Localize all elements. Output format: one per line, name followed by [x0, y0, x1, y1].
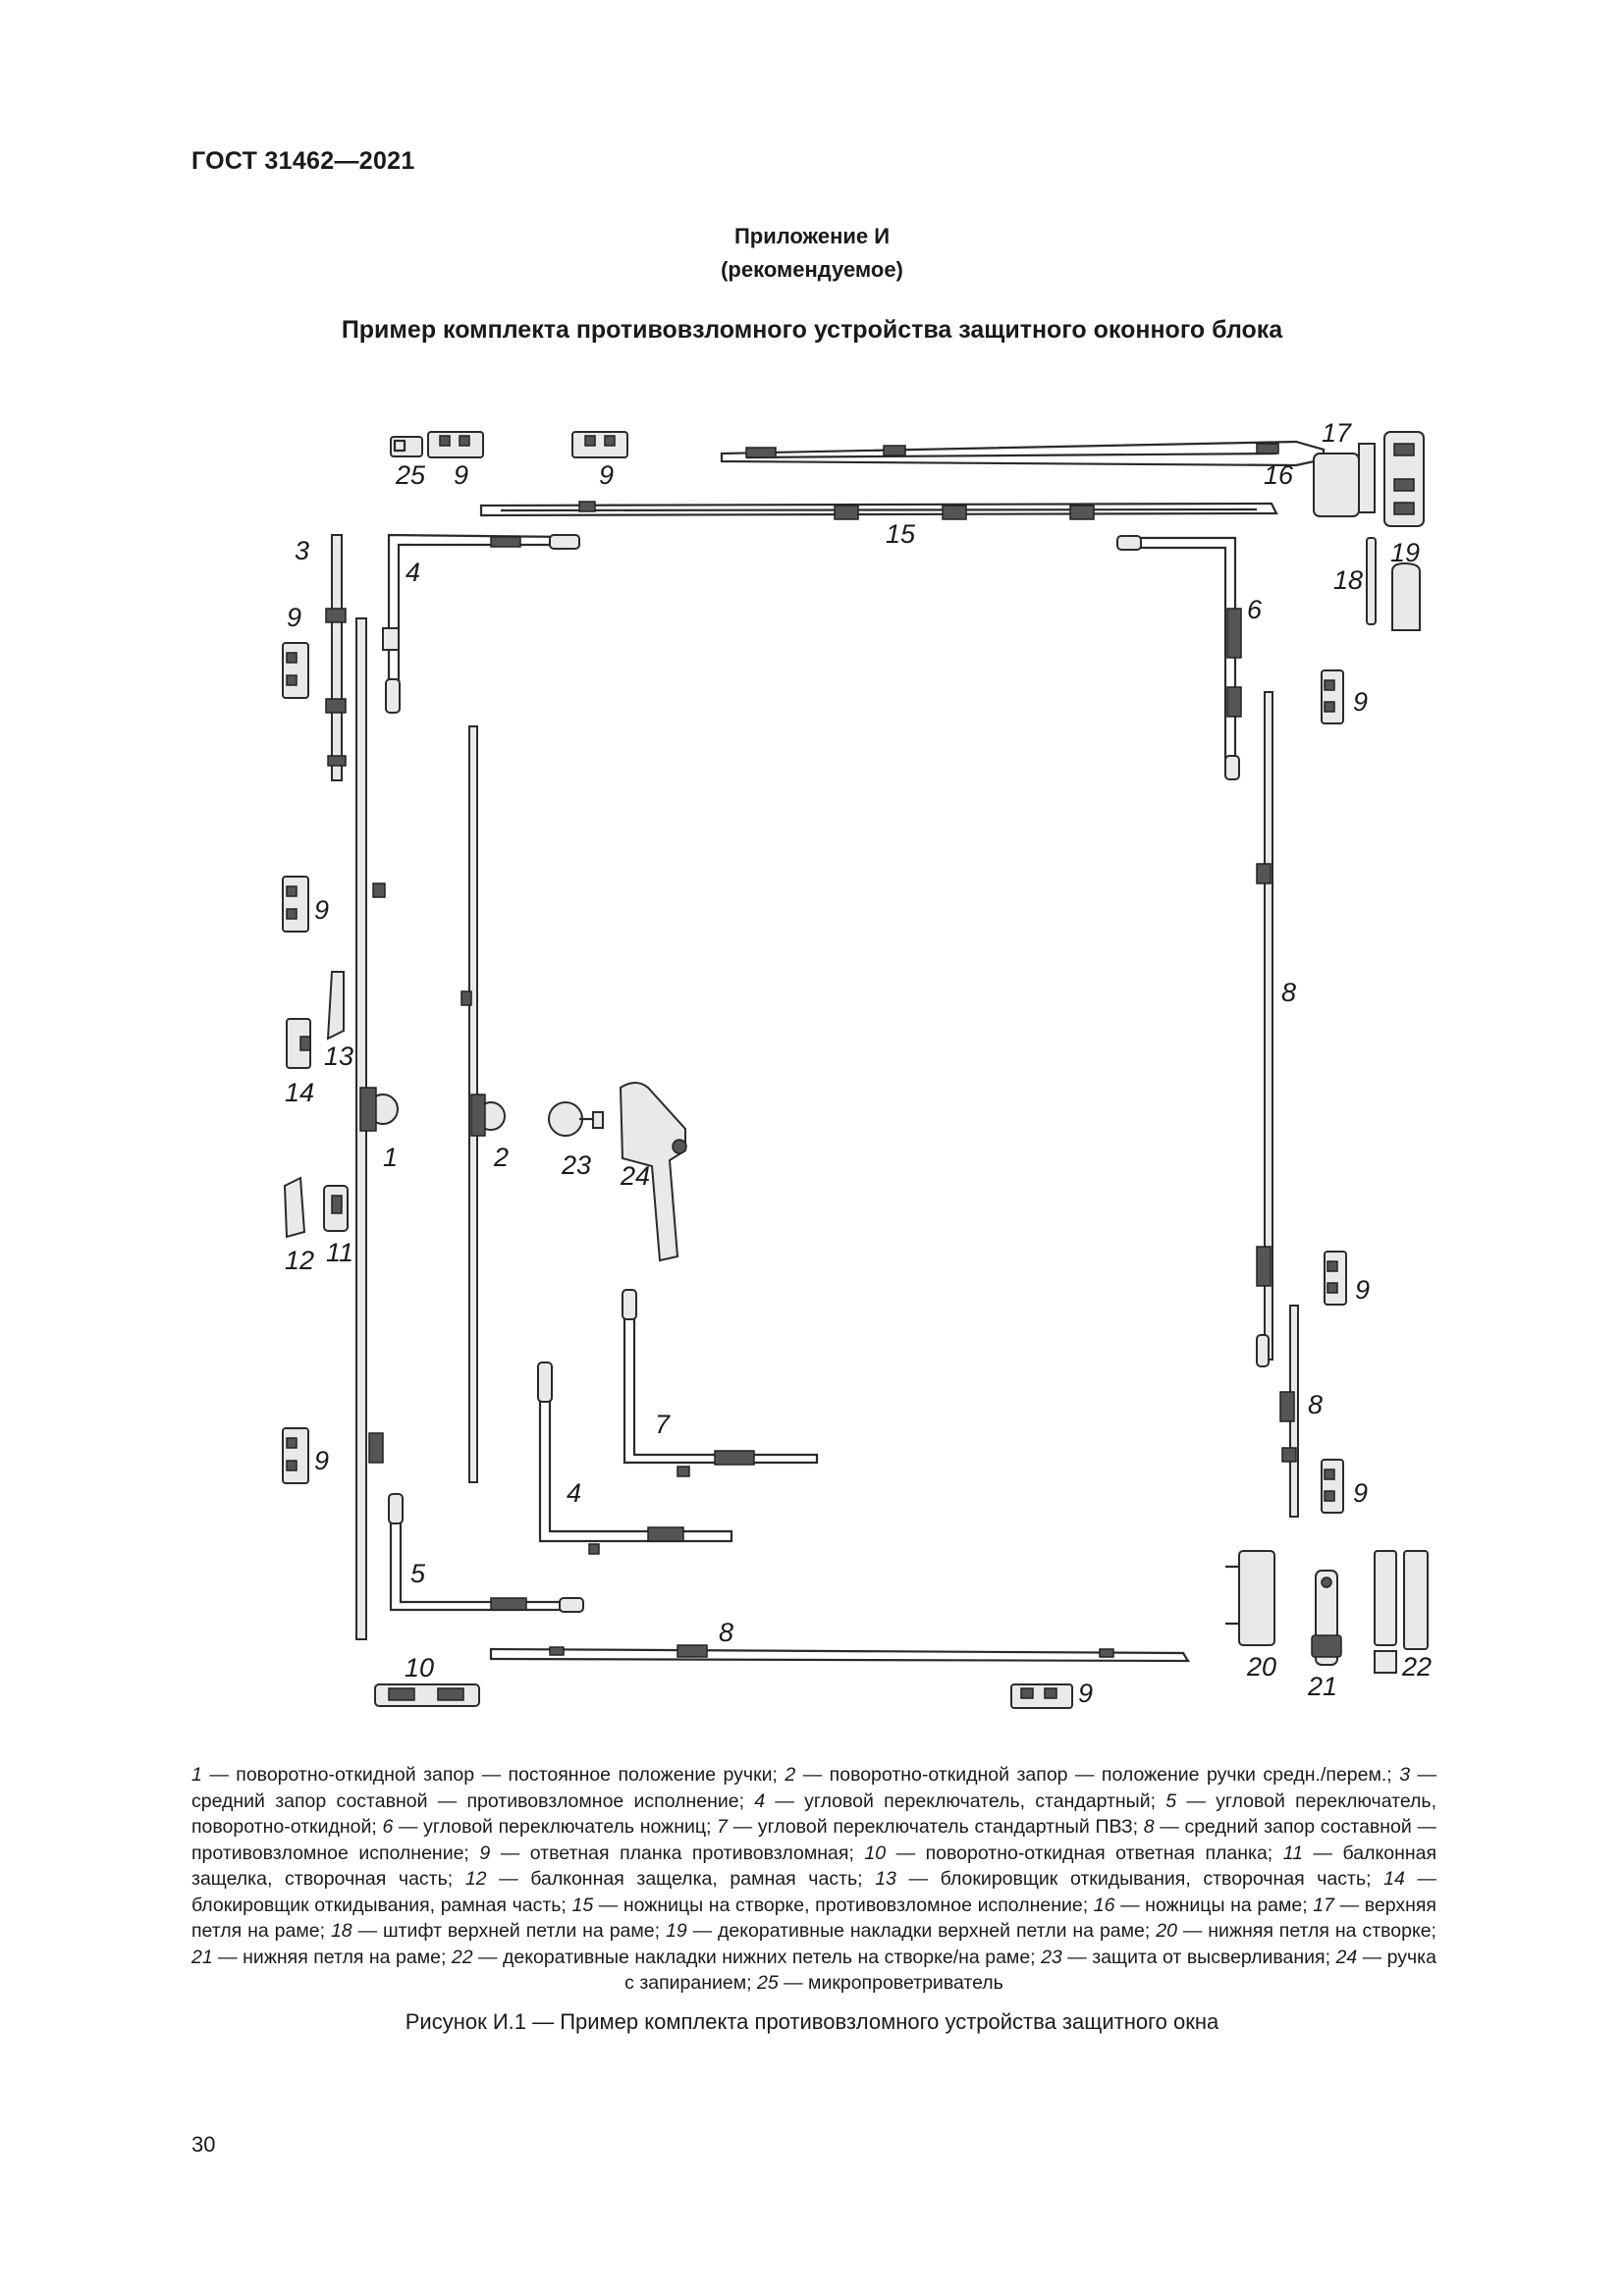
legend-entry: [191, 1947, 452, 1968]
legend-number: 21: [191, 1946, 213, 1968]
label-12: 12: [285, 1246, 315, 1275]
label-9: 9: [314, 1446, 330, 1475]
label-6: 6: [1247, 595, 1263, 624]
part-18-hinge-pin: [1367, 538, 1376, 624]
legend-text: — ответная планка противовзломная;: [490, 1842, 865, 1864]
legend-number: 11: [1282, 1842, 1303, 1864]
legend-entry: [757, 1972, 1003, 1994]
figure-legend: [191, 1762, 1436, 1997]
label-19: 19: [1390, 538, 1421, 567]
legend-number: 8: [1143, 1816, 1155, 1838]
label-22: 22: [1402, 1652, 1433, 1682]
legend-number: 12: [464, 1868, 487, 1890]
legend-entry: [754, 1790, 1165, 1812]
legend-number: 20: [1156, 1920, 1177, 1942]
legend-entry: [717, 1816, 1144, 1838]
legend-number: 23: [1041, 1946, 1062, 1968]
label-17: 17: [1322, 418, 1352, 448]
legend-text: — декоративные накладки нижних петель на створке/на раме;: [472, 1946, 1042, 1968]
legend-number: 13: [875, 1868, 896, 1890]
part-20-bottom-sash-hinge: [1225, 1551, 1274, 1645]
legend-text: — балконная защелка, рамная часть;: [486, 1868, 876, 1890]
legend-number: 14: [1383, 1868, 1405, 1890]
label-9: 9: [1353, 687, 1369, 717]
label-5: 5: [410, 1559, 426, 1588]
label-25: 25: [396, 460, 426, 490]
label-2: 2: [494, 1143, 510, 1172]
part-9-striker-left-2: [283, 877, 308, 932]
part-7-corner-drive-pvz: [623, 1290, 817, 1476]
legend-text: — средний запор составной — противовзломное исполнение;: [191, 1764, 1437, 1812]
part-15-sash-scissors: [481, 502, 1276, 519]
legend-number: 5: [1165, 1789, 1177, 1812]
legend-number: 15: [571, 1894, 594, 1916]
part-3-middle-lock: [326, 535, 346, 780]
page-number: 30: [191, 2132, 216, 2157]
label-24: 24: [621, 1161, 651, 1191]
legend-text: — декоративные накладки верхней петли на раме;: [686, 1920, 1157, 1942]
legend-text: — штифт верхней петли на раме;: [352, 1920, 666, 1942]
legend-text: — средний запор составной — противовзломное исполнение;: [191, 1816, 1436, 1864]
legend-number: 3: [1399, 1764, 1411, 1786]
legend-text: — верхняя петля на раме;: [191, 1894, 1436, 1942]
legend-text: — ножницы на раме;: [1114, 1894, 1314, 1916]
label-1: 1: [383, 1143, 399, 1172]
legend-number: 16: [1093, 1894, 1115, 1916]
legend-number: 22: [451, 1946, 473, 1968]
legend-text: — угловой переключатель, стандартный;: [765, 1789, 1166, 1812]
legend-entry: [1041, 1947, 1335, 1968]
legend-entry: [666, 1920, 1156, 1942]
part-10-tilt-turn-striker: [375, 1684, 479, 1706]
part-16-frame-scissors: [722, 442, 1324, 465]
part-25-micro-vent: [391, 437, 422, 456]
legend-number: 18: [330, 1920, 352, 1942]
legend-entry: [452, 1947, 1041, 1968]
legend-number: 1: [191, 1764, 202, 1786]
part-8-middle-lock-bottom: [491, 1645, 1188, 1661]
legend-number: 6: [382, 1816, 394, 1838]
legend-number: 24: [1335, 1946, 1358, 1968]
legend-entry: [1156, 1920, 1436, 1942]
label-9: 9: [314, 895, 330, 925]
document-code: ГОСТ 31462—2021: [191, 147, 415, 175]
part-23-drill-protection: [549, 1102, 603, 1136]
label-21: 21: [1308, 1672, 1338, 1701]
legend-entry: [382, 1816, 717, 1838]
legend-text: — защита от высверливания;: [1061, 1946, 1336, 1968]
part-21-bottom-frame-hinge: [1312, 1571, 1341, 1665]
legend-text: — угловой переключатель ножниц;: [393, 1816, 718, 1838]
part-9-striker-bottom: [1011, 1684, 1072, 1708]
legend-text: — балконная защелка, створочная часть;: [191, 1842, 1437, 1890]
legend-entry: [785, 1764, 1399, 1786]
legend-entry: [191, 1764, 785, 1786]
page-title: Пример комплекта противовзломного устройства защитного оконного блока: [341, 316, 1283, 344]
part-8-middle-lock-right-short: [1280, 1306, 1298, 1517]
legend-number: 19: [665, 1920, 687, 1942]
part-8-middle-lock-right-tall: [1257, 692, 1272, 1366]
legend-number: 7: [717, 1816, 728, 1838]
label-7: 7: [655, 1410, 671, 1439]
legend-text: — нижняя петля на створке;: [1176, 1920, 1436, 1942]
legend-text: — блокировщик откидывания, рамная часть;: [191, 1868, 1436, 1916]
part-9-striker-right-1: [1322, 670, 1343, 723]
legend-text: — ручка с запиранием;: [624, 1946, 1436, 1994]
annex-title: Приложение И: [733, 224, 891, 248]
legend-text: — угловой переключатель, поворотно-откидной;: [191, 1789, 1436, 1838]
legend-text: — нижняя петля на раме;: [212, 1946, 452, 1968]
part-12-balcony-latch-frame: [285, 1178, 304, 1237]
label-13: 13: [324, 1041, 354, 1071]
part-9-striker-left-1: [283, 643, 308, 698]
part-1-tilt-turn-lock: [356, 618, 398, 1639]
label-3: 3: [295, 536, 310, 565]
figure-caption: Рисунок И.1 — Пример комплекта противовзломного устройства защитного окна: [405, 2009, 1219, 2034]
legend-text: — микропроветриватель: [778, 1972, 1003, 1994]
label-16: 16: [1264, 460, 1294, 490]
label-9: 9: [1353, 1478, 1369, 1508]
legend-text: — блокировщик откидывания, створочная часть;: [895, 1868, 1384, 1890]
legend-number: 25: [757, 1972, 779, 1994]
label-9: 9: [1078, 1679, 1094, 1708]
legend-number: 9: [479, 1842, 491, 1864]
label-8: 8: [719, 1618, 734, 1647]
legend-number: 2: [785, 1764, 796, 1786]
label-9: 9: [1355, 1275, 1371, 1305]
label-9: 9: [454, 460, 469, 490]
part-2-tilt-turn-lock-mid: [461, 726, 505, 1482]
part-9-striker-top-1: [428, 432, 483, 457]
part-9-striker-right-3: [1322, 1460, 1343, 1513]
legend-entry: [331, 1920, 666, 1942]
part-6-scissors-corner-drive: [1117, 536, 1241, 779]
legend-text: — поворотно-откидная ответная планка;: [886, 1842, 1283, 1864]
part-13-tilt-blocker-sash: [328, 972, 344, 1039]
legend-entry: [571, 1895, 1093, 1916]
legend-entry: [864, 1842, 1282, 1864]
label-4: 4: [567, 1478, 582, 1508]
label-8: 8: [1308, 1390, 1324, 1419]
label-11: 11: [326, 1238, 354, 1267]
legend-entry: [465, 1868, 875, 1890]
label-9: 9: [599, 460, 615, 490]
part-9-striker-left-3: [283, 1428, 308, 1483]
annex-subtitle: (рекомендуемое): [721, 257, 903, 282]
label-18: 18: [1333, 565, 1364, 595]
legend-number: 4: [754, 1789, 766, 1812]
label-8: 8: [1281, 978, 1297, 1007]
label-15: 15: [886, 519, 916, 549]
legend-text: — поворотно-откидной запор — постоянное положение ручки;: [201, 1764, 785, 1786]
legend-number: 10: [864, 1842, 887, 1864]
legend-text: — угловой переключатель стандартный ПВЗ;: [728, 1816, 1144, 1838]
part-14-tilt-blocker-frame: [287, 1019, 310, 1068]
label-10: 10: [405, 1653, 435, 1682]
legend-text: — поворотно-откидной запор — положение ручки средн./перем.;: [795, 1764, 1400, 1786]
label-20: 20: [1247, 1652, 1277, 1682]
legend-entry: [479, 1842, 864, 1864]
part-9-striker-top-2: [572, 432, 627, 457]
legend-entry: [1094, 1895, 1314, 1916]
label-4: 4: [406, 558, 421, 587]
part-19-decorative-covers: [1392, 563, 1420, 630]
part-5-corner-drive-tilt-turn: [389, 1494, 583, 1612]
label-9: 9: [287, 603, 302, 632]
part-9-striker-right-2: [1325, 1252, 1346, 1305]
part-11-balcony-latch-sash: [324, 1186, 348, 1231]
legend-entry: [875, 1868, 1383, 1890]
label-23: 23: [562, 1150, 592, 1180]
legend-text: — ножницы на створке, противовзломное исполнение;: [593, 1894, 1094, 1916]
legend-number: 17: [1313, 1894, 1334, 1916]
label-14: 14: [285, 1078, 315, 1107]
